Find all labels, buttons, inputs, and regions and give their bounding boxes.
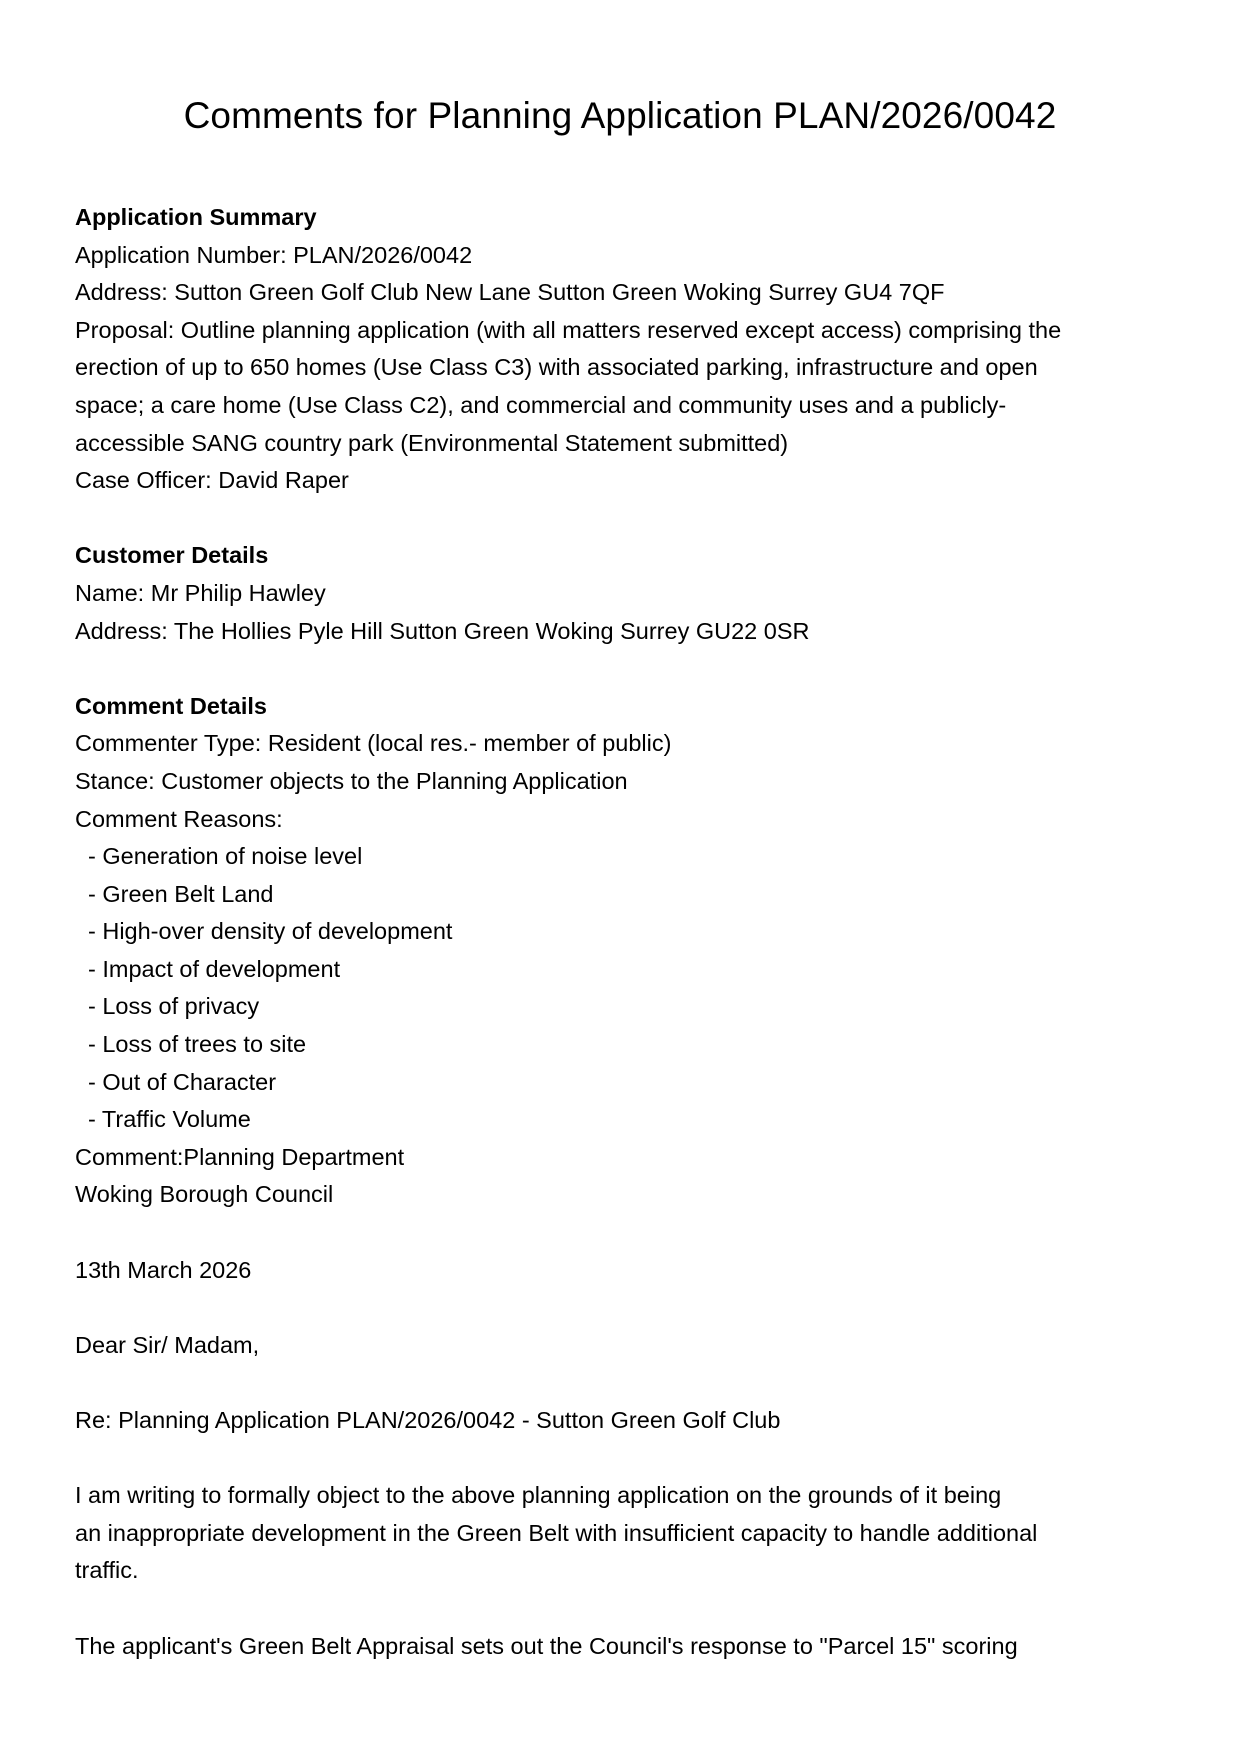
application-summary-section [75,199,1175,500]
commenter-type: Commenter Type: Resident (local res.- member of public) [75,730,672,757]
comment-reason-item: - Traffic Volume [88,1106,251,1133]
proposal-line: erection of up to 650 homes (Use Class C3) with associated parking, infrastructure and open [75,354,1038,381]
case-officer: Case Officer: David Raper [75,467,349,494]
comment-reason-item: - Generation of noise level [88,843,363,870]
spacer [75,500,1175,538]
comment-details-section [75,688,1175,1665]
letter-date: 13th March 2026 [75,1256,252,1283]
paragraph-line: traffic. [75,1557,139,1584]
comment-reasons-label: Comment Reasons: [75,805,283,832]
comment-reason-item: - Loss of privacy [88,993,260,1020]
proposal-line: accessible SANG country park (Environmental Statement submitted) [75,429,789,456]
customer-details-section [75,537,1175,650]
spacer [75,1289,1175,1327]
comment-reason-item: - Green Belt Land [88,880,274,907]
application-address: Address: Sutton Green Golf Club New Lane Sutton Green Woking Surrey GU4 7QF [75,279,945,306]
letter-salutation: Dear Sir/ Madam, [75,1331,260,1358]
letter-re-line: Re: Planning Application PLAN/2026/0042 - Sutton Green Golf Club [75,1407,781,1433]
application-number: Application Number: PLAN/2026/0042 [75,241,473,268]
comment-reason-item: - Loss of trees to site [88,1031,307,1058]
spacer [75,1364,1175,1402]
application-summary-heading: Application Summary [75,204,317,230]
spacer [75,1590,1175,1628]
paragraph-line: an inappropriate development in the Green Belt with insufficient capacity to handle additional [75,1519,1038,1546]
spacer [75,650,1175,688]
paragraph-line: The applicant's Green Belt Appraisal sets out the Council's response to "Parcel 15" scoring [75,1632,1018,1659]
spacer [75,1440,1175,1478]
comment-details-heading: Comment Details [75,692,267,719]
document-body [75,199,1175,1665]
comment-reason-item: - Impact of development [88,955,341,982]
paragraph-line: I am writing to formally object to the above planning application on the grounds of it being [75,1482,1002,1509]
spacer [75,1214,1175,1252]
comment-reason-item: - Out of Character [88,1068,277,1095]
customer-name: Name: Mr Philip Hawley [75,579,326,606]
customer-address: Address: The Hollies Pyle Hill Sutton Green Woking Surrey GU22 0SR [75,617,810,644]
page-title: Comments for Planning Application PLAN/2026/0042 [183,95,1057,136]
proposal-line: space; a care home (Use Class C2), and commercial and community uses and a publicly- [75,391,1007,418]
comment-recipient-council: Woking Borough Council [75,1181,334,1208]
comment-recipient: Comment:Planning Department [75,1143,405,1170]
stance: Stance: Customer objects to the Planning Application [75,767,628,794]
proposal-line: Proposal: Outline planning application (with all matters reserved except access) comprising the [75,316,1062,343]
comment-reason-item: - High-over density of development [88,918,453,945]
customer-details-heading: Customer Details [75,542,269,569]
